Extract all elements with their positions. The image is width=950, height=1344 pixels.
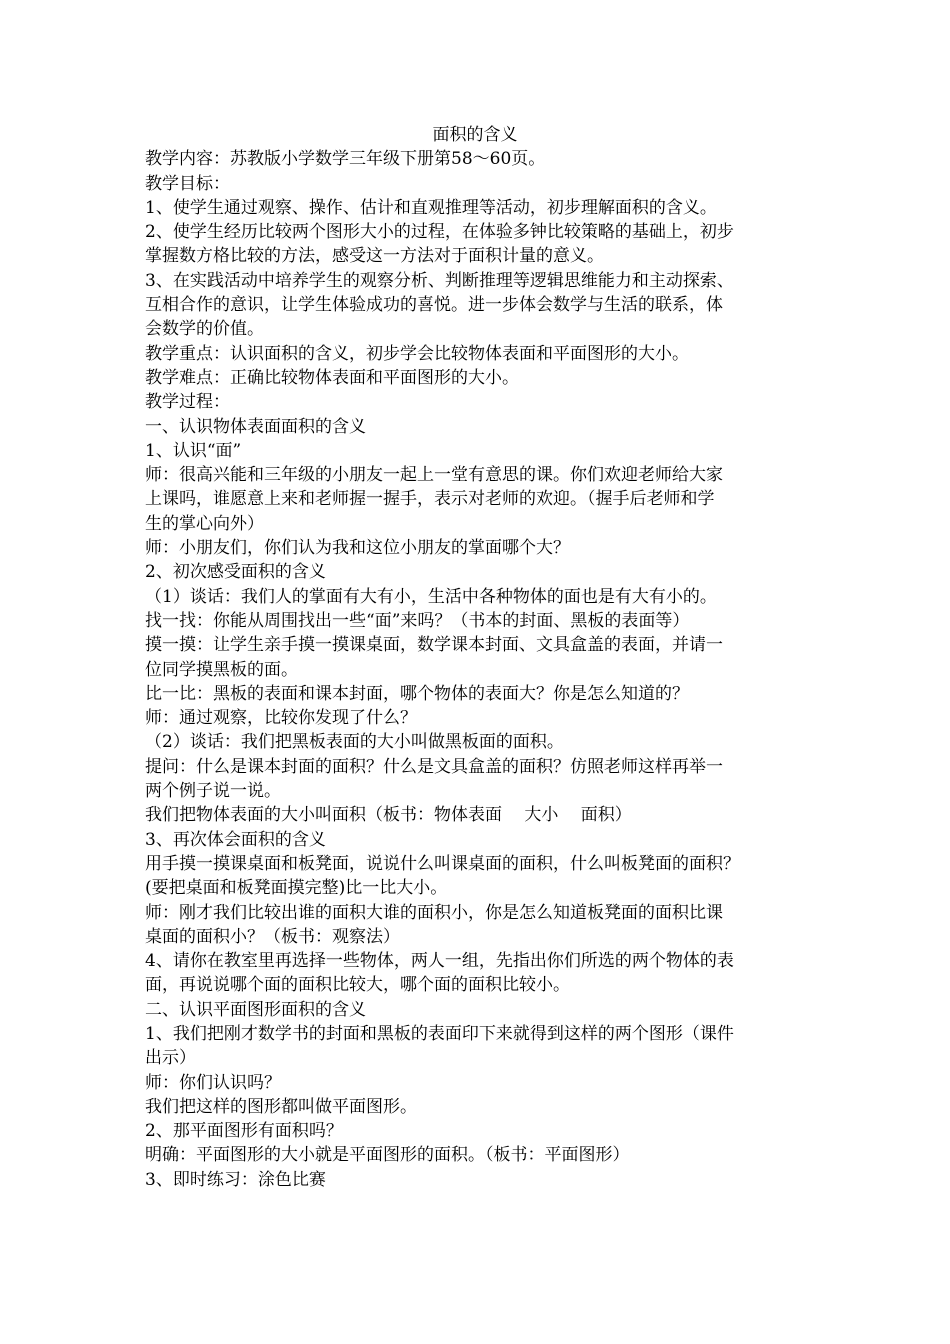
text-line: 教学过程：	[145, 392, 230, 413]
text-line: 1、认识“面”	[145, 440, 242, 461]
text-line: 位同学摸黑板的面。	[145, 659, 298, 680]
text-line: 2、那平面图形有面积吗？	[145, 1121, 343, 1142]
text-line: 桌面的面积小？（板书：观察法）	[145, 926, 400, 947]
text-line: 明确：平面图形的大小就是平面图形的面积。（板书：平面图形）	[145, 1145, 630, 1166]
text-line: 3、即时练习：涂色比赛	[145, 1169, 326, 1190]
text-line: 师：很高兴能和三年级的小朋友一起上一堂有意思的课。你们欢迎老师给大家	[145, 465, 723, 486]
text-line: 掌握数方格比较的方法，感受这一方法对于面积计量的意义。	[145, 246, 604, 267]
text-line: 二、认识平面图形面积的含义	[145, 999, 366, 1020]
text-line: 2、初次感受面积的含义	[145, 562, 326, 583]
text-line: 1、使学生通过观察、操作、估计和直观推理等活动，初步理解面积的含义。	[145, 197, 717, 218]
text-line: 师：刚才我们比较出谁的面积大谁的面积小，你是怎么知道板凳面的面积比课	[145, 902, 723, 923]
text-line: 2、使学生经历比较两个图形大小的过程，在体验多钟比较策略的基础上，初步	[145, 222, 734, 243]
text-line: 出示）	[145, 1048, 196, 1069]
text-line: 比一比：黑板的表面和课本封面，哪个物体的表面大？你是怎么知道的？	[145, 683, 689, 704]
text-line: 面，再说说哪个面的面积比较大，哪个面的面积比较小。	[145, 975, 570, 996]
text-line: (要把桌面和板凳面摸完整)比一比大小。	[145, 878, 448, 899]
text-line: 教学重点：认识面积的含义，初步学会比较物体表面和平面图形的大小。	[145, 343, 689, 364]
text-line: 教学内容：苏教版小学数学三年级下册第58～60页。	[145, 149, 546, 170]
text-line: 师：通过观察，比较你发现了什么？	[145, 708, 417, 729]
text-line: 教学目标：	[145, 173, 230, 194]
text-line: 我们把物体表面的大小叫面积（板书：物体表面 大小 面积）	[145, 805, 632, 826]
text-line: 3、在实践活动中培养学生的观察分析、判断推理等逻辑思维能力和主动探索、	[145, 270, 734, 291]
text-line: 4、请你在教室里再选择一些物体，两人一组，先指出你们所选的两个物体的表	[145, 951, 734, 972]
text-line: 1、我们把刚才数学书的封面和黑板的表面印下来就得到这样的两个图形（课件	[145, 1023, 734, 1044]
text-line: 教学难点：正确比较物体表面和平面图形的大小。	[145, 367, 519, 388]
document-body	[145, 123, 805, 1192]
text-line: 互相合作的意识，让学生体验成功的喜悦。进一步体会数学与生活的联系，体	[145, 295, 723, 316]
text-line: 生的掌心向外）	[145, 513, 264, 534]
text-line: 两个例子说一说。	[145, 781, 281, 802]
text-line: 用手摸一摸课桌面和板凳面，说说什么叫课桌面的面积，什么叫板凳面的面积？	[145, 853, 740, 874]
text-line: 我们把这样的图形都叫做平面图形。	[145, 1096, 417, 1117]
text-line: 会数学的价值。	[145, 319, 264, 340]
text-line: 师：你们认识吗？	[145, 1072, 281, 1093]
text-line: （2）谈话：我们把黑板表面的大小叫做黑板面的面积。	[145, 732, 564, 753]
document-title: 面积的含义	[432, 125, 518, 145]
text-line: 一、认识物体表面面积的含义	[145, 416, 366, 437]
text-line: 师：小朋友们，你们认为我和这位小朋友的掌面哪个大？	[145, 538, 570, 559]
text-line: 找一找：你能从周围找出一些“面”来吗？（书本的封面、黑板的表面等）	[145, 610, 690, 631]
text-line: （1）谈话：我们人的掌面有大有小，生活中各种物体的面也是有大有小的。	[145, 586, 717, 607]
text-line: 摸一摸：让学生亲手摸一摸课桌面，数学课本封面、文具盒盖的表面，并请一	[145, 635, 723, 656]
text-line: 上课吗，谁愿意上来和老师握一握手，表示对老师的欢迎。（握手后老师和学	[145, 489, 715, 510]
text-line: 3、再次体会面积的含义	[145, 829, 326, 850]
text-line: 提问：什么是课本封面的面积？什么是文具盒盖的面积？仿照老师这样再举一	[145, 756, 723, 777]
